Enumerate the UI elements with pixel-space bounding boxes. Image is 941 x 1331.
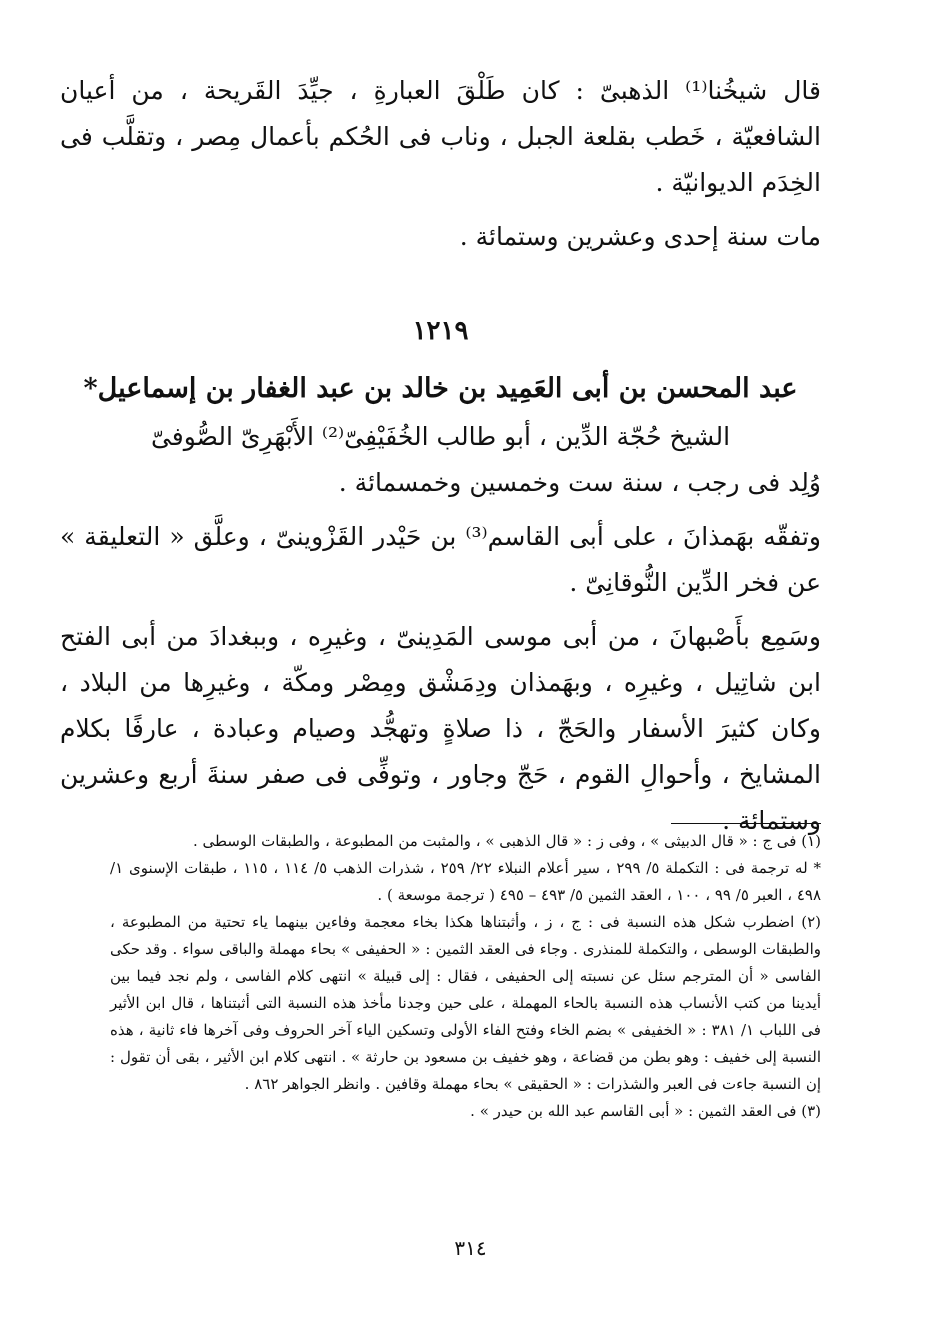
main-text xyxy=(60,68,821,844)
paragraph-3: وُلِد فى رجب ، سنة ست وخمسين وخمسمائة . xyxy=(338,468,821,497)
footnote-1: (١) فى ج : « قال الدبيثى » ، وفى ز : « قال الذهبى » ، والمثبت من المطبوعة ، والطبقات الوسطى . xyxy=(192,832,821,850)
footnote-star: * له ترجمة فى : التكملة ٥/ ٢٩٩ ، سير أعلام النبلاء ٢٢/ ٢٥٩ ، شذرات الذهب ٥/ ١١٤ ، ١١٥ ، طبقات الإسنوى ١/ ٤٩٨ ، العبر ٥/ ٩٩ ، ١٠٠ ، العقد الثمين ٥/ ٤٩٣ – ٤٩٥ ( ترجمة موسعة ) . xyxy=(110,859,821,904)
entry-title: الشيخ حُجّة الدِّين ، أبو طالب الخُفَيْفِىّ⁽²⁾ الأَبْهَرِىّ الصُّوفىّ xyxy=(150,422,731,451)
paragraph-5: وسَمِع بأَصْبهانَ ، من أبى موسى المَدِينىّ ، وغيرِه ، وببغدادَ من أبى الفتح ابن شاتِيل ، وغيرِه ، وبهَمذان ودِمَشْق ومِصْر ومكّة ، وغيرِها من البلاد ، وكان كثيرَ الأسفار والحَجّ ، ذا صلاةٍ وتهجُّد وصيام وعبادة ، عارفًا بكلام المشايخ ، وأحوالِ القوم ، حَجّ وجاور ، وتوفِّى فى صفر سنةَ أربع وعشرين وستمائة . xyxy=(60,622,821,835)
footnote-separator xyxy=(671,823,821,824)
paragraph-4: وتفقّه بهَمذانَ ، على أبى القاسم⁽³⁾ بن حَيْدر القَزْوينىّ ، وعلَّق « التعليقة » عن فخر الدِّين النُّوقانِىّ . xyxy=(60,522,822,597)
footnotes xyxy=(110,828,821,1125)
paragraph-1: قال شيخُنا⁽¹⁾ الذهبىّ : كان طَلْقَ العبارةِ ، جيِّدَ القَريحة ، من أعيان الشافعيّة ، خَطب بقلعة الجبل ، وناب فى الحُكم بأعمال مِصر ، وتقلَّب فى الخِدَم الديوانيّة . xyxy=(60,76,821,197)
page-number: ٣١٤ xyxy=(454,1236,487,1260)
footnote-2: (٢) اضطرب شكل هذه النسبة فى : ج ، ز ، وأثبتناها هكذا بخاء معجمة وفاءين بينهما ياء تحتية من المطبوعة ، والطبقات الوسطى ، والتكملة للمنذرى . وجاء فى العقد الثمين : « الحفيفى » بحاء مهملة والباقى سواء . وقد حكى الفاسى « أن المترجم سئل عن نسبته إلى الحفيفى ، فقال : إلى قبيلة » انتهى كلام الفاسى ، ولم نجد فيما بين أيدينا من كتب الأنساب هذه النسبة بالحاء المهملة ، على حين وجدنا مأخذ هذه النسبة التى أثبتناها ، قال ابن الأثير فى اللباب ١/ ٣٨١ : « الخفيفى » بضم الخاء وفتح الفاء الأولى وتسكين الياء آخر الحروف وفى آخرها فاء ثانية ، هذه النسبة إلى خفيف : وهو بطن من قضاعة ، وهو خفيف بن مسعود بن حارثة » . انتهى كلام ابن الأثير ، بقى أن تقول : إن النسبة جاءت فى العبر والشذرات : « الحقيقى » بحاء مهملة وقافين . وانظر الجواهر ٨٦٢ . xyxy=(110,913,821,1093)
entry-heading: عبد المحسن بن أبى العَمِيد بن خالد بن عبد الغفار بن إسماعيل* xyxy=(83,373,798,404)
entry-number: ١٢١٩ xyxy=(412,316,469,346)
paragraph-2: مات سنة إحدى وعشرين وستمائة . xyxy=(459,222,821,251)
footnote-3: (٣) فى العقد الثمين : « أبى القاسم عبد الله بن حيدر » . xyxy=(470,1102,821,1120)
